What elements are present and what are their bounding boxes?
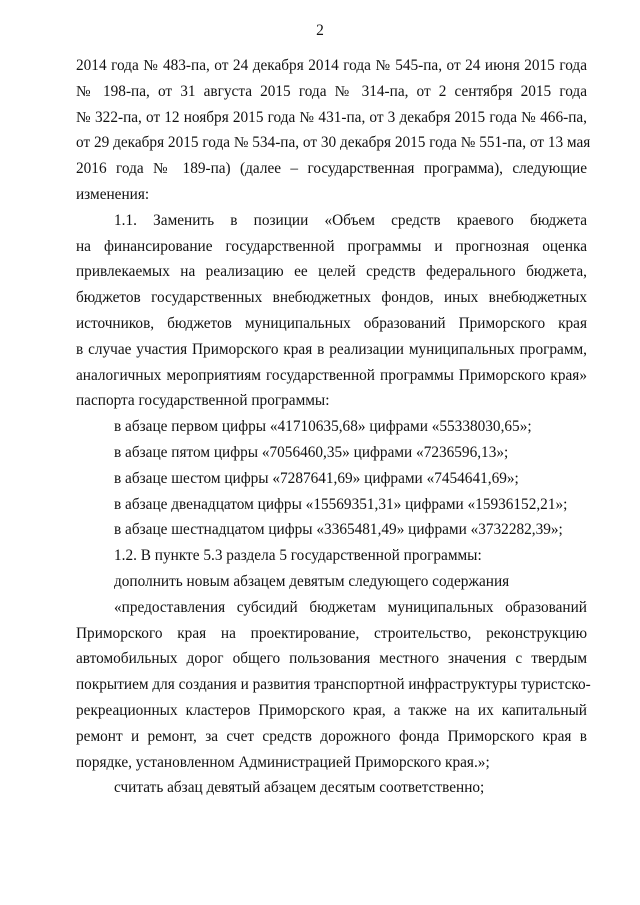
text-line: на финансирование государственной программы и прогнозная оценка: [76, 237, 587, 255]
text-line: изменения:: [76, 185, 150, 203]
text-line: Приморского края на проектирование, строительство, реконструкцию: [76, 624, 587, 642]
text-line: паспорта государственной программы:: [76, 392, 330, 410]
text-line: автомобильных дорог общего пользования местного значения с твердым: [76, 650, 587, 668]
text-line: 2014 года № 483-па, от 24 декабря 2014 года № 545-па, от 24 июня 2015 года: [76, 57, 587, 74]
text-line: в случае участия Приморского края в реализации муниципальных программ,: [76, 340, 587, 358]
text-line: № 198-па, от 31 августа 2015 года № 314-па, от 2 сентября 2015 года: [76, 82, 587, 100]
text-line: ремонт и ремонт, за счет средств дорожного фонда Приморского края в: [76, 727, 587, 745]
text-line: в абзаце шестнадцатом цифры «3365481,49» цифрами «3732282,39»;: [114, 521, 563, 539]
text-line: в абзаце пятом цифры «7056460,35» цифрами «7236596,13»;: [114, 443, 509, 461]
text-line: привлекаемых на реализацию ее целей средств федерального бюджета,: [76, 263, 587, 281]
text-line: от 29 декабря 2015 года № 534-па, от 30 декабря 2015 года № 551-па, от 13 мая: [76, 134, 591, 152]
text-line: 1.2. В пункте 5.3 раздела 5 государственной программы:: [114, 547, 482, 565]
text-line: в абзаце первом цифры «41710635,68» цифрами «55338030,65»;: [114, 418, 532, 436]
text-line: источников, бюджетов муниципальных образований Приморского края: [76, 314, 587, 332]
text-line: рекреационных кластеров Приморского края, а также на их капитальный: [76, 701, 587, 719]
page-number: 2: [316, 22, 324, 39]
text-line: бюджетов государственных внебюджетных фондов, иных внебюджетных: [76, 289, 587, 307]
text-line: в абзаце шестом цифры «7287641,69» цифрами «7454641,69»;: [114, 469, 519, 487]
text-line: аналогичных мероприятиям государственной программы Приморского края»: [76, 366, 587, 384]
text-line: «предоставления субсидий бюджетам муниципальных образований: [114, 598, 587, 616]
text-line: № 322-па, от 12 ноября 2015 года № 431-па, от 3 декабря 2015 года № 466-па,: [76, 108, 587, 126]
text-line: в абзаце двенадцатом цифры «15569351,31» цифрами «15936152,21»;: [114, 495, 568, 513]
text-line: покрытием для создания и развития транспортной инфраструктуры туристско-: [76, 676, 591, 694]
text-line: 1.1. Заменить в позиции «Объем средств краевого бюджета: [114, 211, 587, 229]
text-line: 2016 года № 189-па) (далее – государственная программа), следующие: [76, 160, 587, 178]
text-line: дополнить новым абзацем девятым следующего содержания: [114, 572, 510, 590]
text-line: считать абзац девятый абзацем десятым соответственно;: [114, 779, 485, 797]
text-line: порядке, установленном Администрацией Приморского края.»;: [76, 753, 490, 771]
document-body: [76, 53, 591, 801]
